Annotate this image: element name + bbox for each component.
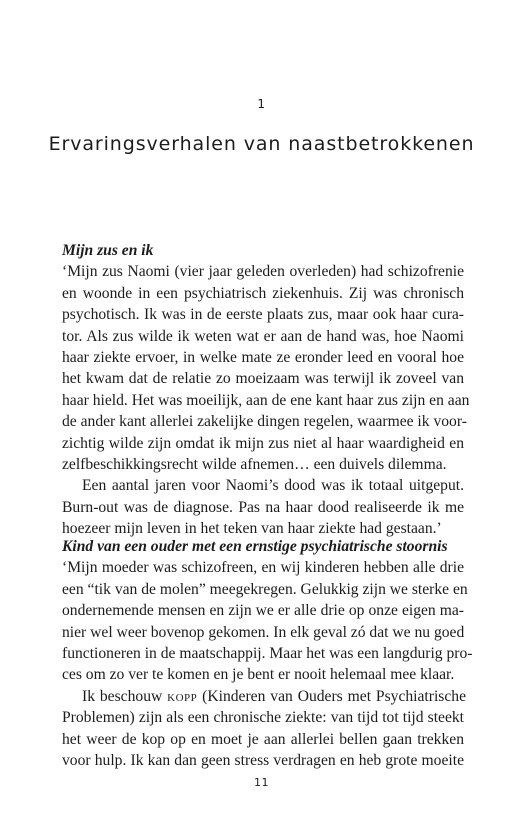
text-line-kopp: [62, 686, 464, 707]
chapter-title: Ervaringsverhalen van naastbetrokkenen: [48, 133, 475, 155]
text-line: de ander kant allerlei zakelijke dingen regelen, waarmee ik voor-: [62, 413, 467, 431]
text-fragment: Ik beschouw: [82, 687, 168, 705]
section-kind-van-ouder: [62, 536, 473, 771]
page-number: 11: [254, 776, 269, 789]
text-line: Problemen) zijn als een chronische ziekte: van tijd tot tijd steekt: [62, 709, 464, 727]
abbreviation-kopp: kopp: [167, 687, 198, 705]
chapter-number: 1: [257, 97, 266, 111]
text-line: tor. Als zus wilde ik weten wat er aan de hand was, hoe Naomi: [62, 327, 464, 345]
text-line: hoezeer mijn leven in het teken van haar ziekte had gestaan.’: [62, 520, 442, 538]
text-fragment: (Kinderen van Ouders met Psychiatrische: [197, 687, 466, 705]
text-line: het weer de kop op en moet je aan allerlei bellen gaan trekken: [62, 730, 464, 748]
section-heading: Mijn zus en ik: [62, 242, 154, 259]
text-line: Een aantal jaren voor Naomi’s dood was ik totaal uitgeput.: [82, 477, 464, 495]
text-line: ‘Mijn zus Naomi (vier jaar geleden overleden) had schizofrenie: [62, 263, 464, 281]
section-heading: Kind van een ouder met een ernstige psychiatrische stoornis: [62, 538, 448, 555]
text-line: zichtig wilde zijn omdat ik mijn zus niet al haar waardigheid en: [62, 434, 464, 452]
text-line: voor hulp. Ik kan dan geen stress verdragen en heb grote moeite: [62, 752, 464, 770]
text-line: ces om zo ver te komen en je bent er nooit helemaal mee klaar.: [62, 666, 455, 684]
text-line: zelfbeschikkingsrecht wilde afnemen… een duivels dilemma.: [62, 456, 447, 474]
section-mijn-zus: [62, 240, 470, 540]
text-line: het kwam dat de relatie zo moeizaam was terwijl ik zoveel van: [62, 370, 464, 388]
text-line: ondernemende mensen en zijn we er alle drie op onze eigen ma-: [62, 602, 464, 620]
text-line: haar hield. Het was moeilijk, aan de ene kant haar zus zijn en aan: [62, 391, 470, 409]
text-line: Burn-out was de diagnose. Pas na haar dood realiseerde ik me: [62, 498, 464, 516]
text-line: nier wel weer bovenop gekomen. In elk geval zó dat we nu goed: [62, 623, 465, 641]
text-line: functioneren in de maatschappij. Maar het was een langdurig pro-: [62, 645, 473, 663]
text-line: en woonde in een psychiatrisch ziekenhuis. Zij was chronisch: [62, 284, 464, 302]
text-line: psychotisch. Ik was in de eerste plaats zus, maar ook haar cura-: [62, 306, 464, 324]
text-line: een “tik van de molen” meegekregen. Gelukkig zijn we sterke en: [62, 580, 468, 598]
text-line: ‘Mijn moeder was schizofreen, en wij kinderen hebben alle drie: [62, 559, 464, 577]
text-line: haar ziekte ervoer, in welke mate ze eronder leed en vooral hoe: [62, 349, 464, 367]
